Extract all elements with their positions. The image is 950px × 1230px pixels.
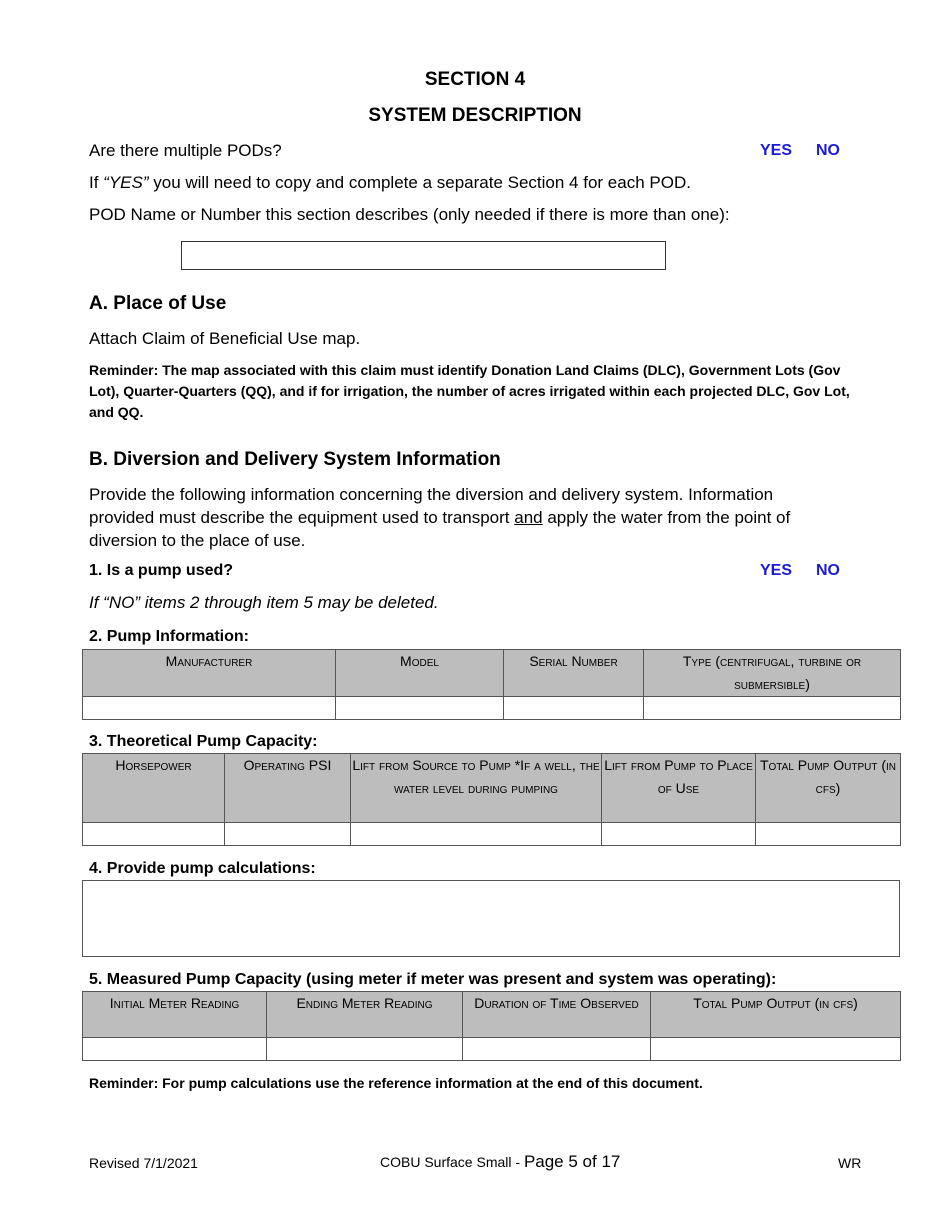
pump-used-yes-option[interactable]: YES — [760, 562, 793, 579]
duration-observed-input[interactable] — [463, 1038, 651, 1061]
lift-source-to-pump-input[interactable] — [351, 823, 602, 846]
pump-used-note: If “NO” items 2 through item 5 may be deleted. — [89, 593, 439, 612]
measured-capacity-table — [82, 991, 901, 1061]
header-model: Model — [336, 650, 504, 697]
header-pump-type: Type (centrifugal, turbine or submersible) — [644, 650, 901, 697]
footer-page-info — [380, 1152, 620, 1172]
ending-meter-reading-input[interactable] — [267, 1038, 463, 1061]
model-input[interactable] — [336, 697, 504, 720]
footer-page-number: Page 5 of 17 — [523, 1152, 621, 1171]
pump-calculations-label: 4. Provide pump calculations: — [89, 860, 316, 877]
serial-number-input[interactable] — [504, 697, 644, 720]
if-yes-text: “YES” — [103, 173, 149, 192]
if-prefix: If — [89, 173, 104, 192]
map-reminder: Reminder: The map associated with this claim must identify Donation Land Claims (DLC), Government Lots (Gov Lot), Quarter-Quarters (QQ), and if for irrigation, the number of acres irrigated within each projected DLC, Gov Lot, and QQ. — [89, 362, 850, 420]
header-lift-source-to-pump: Lift from Source to Pump *If a well, the water level during pumping — [351, 754, 602, 823]
header-horsepower: Horsepower — [83, 754, 225, 823]
pump-info-label: 2. Pump Information: — [89, 628, 249, 645]
footer-code: WR — [838, 1155, 862, 1171]
header-total-pump-output: Total Pump Output (in cfs) — [756, 754, 901, 823]
intro-part-a: Provide the following information concerning the diversion and delivery system. Information provided must describe the equipment used to transport — [89, 485, 774, 527]
pump-calculations-input[interactable] — [82, 880, 900, 957]
pod-name-input[interactable] — [181, 241, 666, 270]
pump-info-table — [82, 649, 901, 720]
theoretical-capacity-table — [82, 753, 901, 846]
header-serial-number: Serial Number — [504, 650, 644, 697]
lift-pump-to-place-input[interactable] — [602, 823, 756, 846]
multiple-pods-yes-option[interactable]: YES — [760, 142, 793, 159]
pump-used-question: 1. Is a pump used? — [89, 562, 234, 579]
manufacturer-input[interactable] — [83, 697, 336, 720]
intro-part-b: apply the water from the point of diversion to the place of use. — [89, 508, 791, 550]
footer-revised-date: Revised 7/1/2021 — [89, 1155, 198, 1171]
total-pump-output-input[interactable] — [756, 823, 901, 846]
place-of-use-heading: A. Place of Use — [89, 293, 227, 314]
multiple-pods-question: Are there multiple PODs? — [89, 141, 282, 160]
diversion-intro — [89, 483, 829, 552]
pod-name-label: POD Name or Number this section describes (only needed if there is more than one): — [89, 205, 730, 224]
initial-meter-reading-input[interactable] — [83, 1038, 267, 1061]
measured-capacity-label: 5. Measured Pump Capacity (using meter if meter was present and system was operating): — [89, 971, 777, 988]
pump-used-no-option[interactable]: NO — [816, 562, 840, 579]
header-ending-meter-reading: Ending Meter Reading — [267, 992, 463, 1038]
header-initial-meter-reading: Initial Meter Reading — [83, 992, 267, 1038]
if-rest: you will need to copy and complete a separate Section 4 for each POD. — [148, 173, 691, 192]
multiple-pods-no-option[interactable]: NO — [816, 142, 840, 159]
theoretical-capacity-label: 3. Theoretical Pump Capacity: — [89, 733, 318, 750]
section-subtitle: SYSTEM DESCRIPTION — [368, 105, 582, 126]
pod-copy-instruction — [89, 173, 691, 193]
header-operating-psi: Operating PSI — [225, 754, 351, 823]
attach-map-text: Attach Claim of Beneficial Use map. — [89, 329, 361, 348]
header-lift-pump-to-place: Lift from Pump to Place of Use — [602, 754, 756, 823]
header-measured-total-output: Total Pump Output (in cfs) — [651, 992, 901, 1038]
intro-and: and — [514, 508, 543, 527]
header-duration-observed: Duration of Time Observed — [463, 992, 651, 1038]
pump-calc-reminder: Reminder: For pump calculations use the reference information at the end of this document. — [89, 1075, 703, 1091]
operating-psi-input[interactable] — [225, 823, 351, 846]
section-title: SECTION 4 — [424, 69, 526, 90]
diversion-heading: B. Diversion and Delivery System Information — [89, 449, 501, 470]
horsepower-input[interactable] — [83, 823, 225, 846]
pump-type-input[interactable] — [644, 697, 901, 720]
footer-doc-name: COBU Surface Small - — [380, 1154, 524, 1170]
header-manufacturer: Manufacturer — [83, 650, 336, 697]
measured-total-output-input[interactable] — [651, 1038, 901, 1061]
